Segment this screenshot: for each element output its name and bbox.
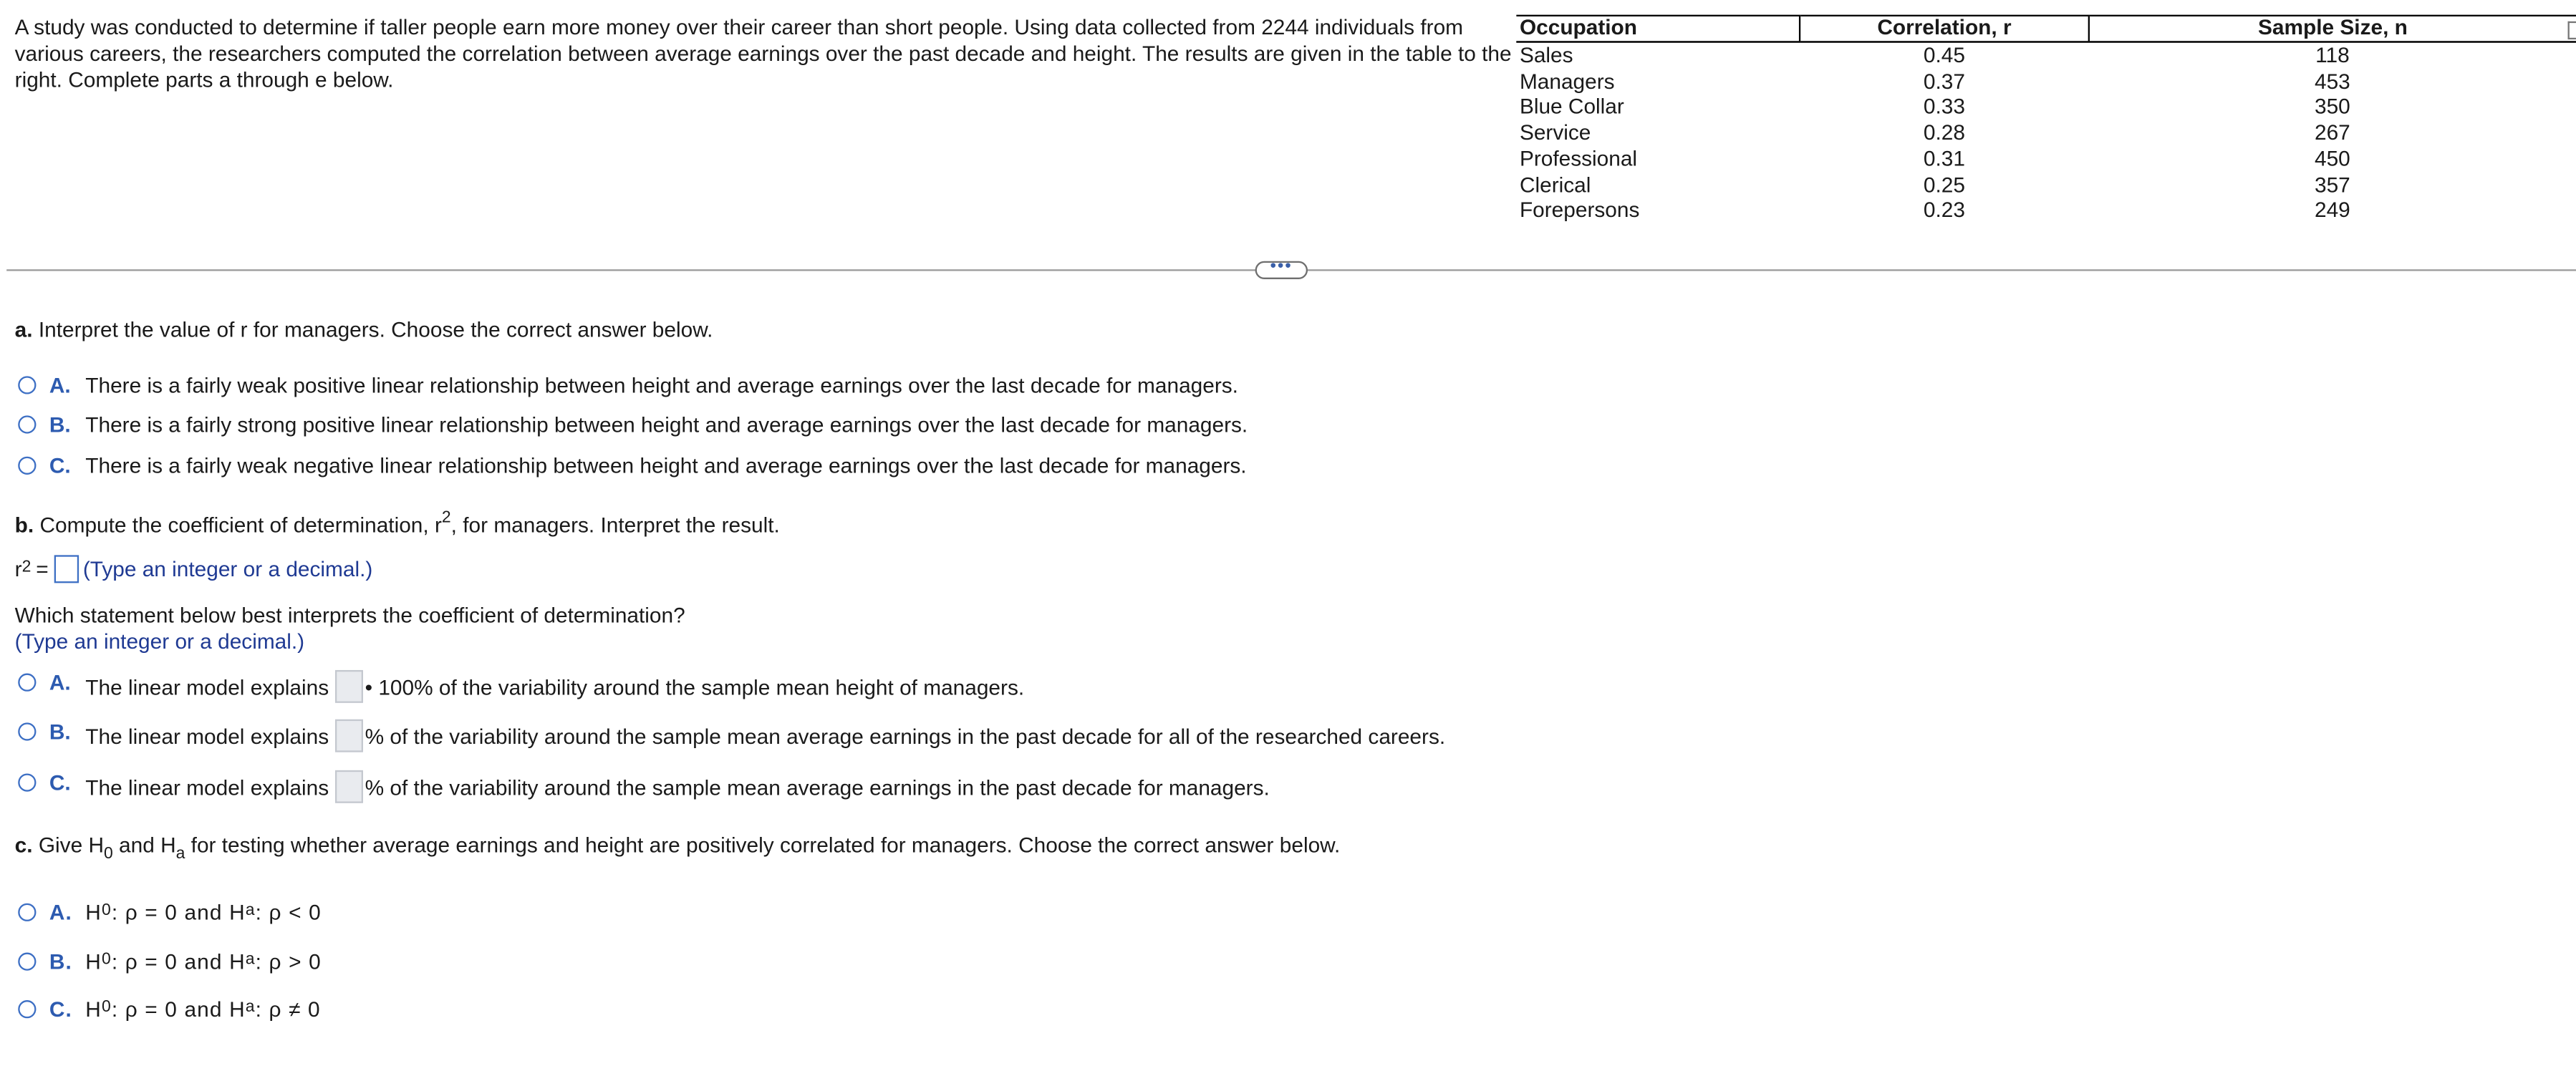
table-row (1516, 42, 2576, 68)
cell-correlation: 0.23 (1923, 197, 1965, 223)
h0-relation: : ρ = 0 and H (111, 948, 246, 974)
radio-button[interactable] (18, 903, 36, 921)
cell-occupation: Professional (1519, 145, 1638, 171)
part-a-label: a. (14, 316, 33, 342)
option-text-pre: The linear model explains (85, 774, 329, 800)
problem-statement: A study was conducted to determine if taller people earn more money over their career than short people. Using data collected from 2244 individuals from various careers, the researchers computed the correlation between average earnings over the past decade and height. The results are given in the table to the right. Complete parts a through e below. (14, 14, 1512, 92)
part-a-option-b[interactable] (18, 409, 1248, 438)
option-letter: B. (49, 718, 71, 744)
part-c-text-pre: Give H (38, 833, 104, 858)
part-a-option-a[interactable] (18, 369, 1238, 399)
cell-sample-size: 350 (2314, 94, 2350, 120)
ha-relation: : ρ ≠ 0 (255, 996, 321, 1021)
r2-symbol: r (14, 556, 22, 581)
option-letter: B. (49, 411, 71, 437)
cell-sample-size: 450 (2314, 145, 2350, 171)
part-a-text: Interpret the value of r for managers. Choose the correct answer below. (38, 316, 713, 342)
table-row (1516, 172, 2576, 198)
table-row (1516, 146, 2576, 172)
part-c-sub-a: a (175, 845, 185, 863)
cell-occupation: Service (1519, 120, 1591, 145)
part-b-option-c[interactable] (18, 769, 1270, 805)
percent-answer-input[interactable] (335, 770, 363, 803)
ha-relation: : ρ < 0 (255, 898, 322, 924)
radio-button[interactable] (18, 456, 36, 474)
radio-button[interactable] (18, 415, 36, 432)
percent-answer-input[interactable] (335, 670, 363, 703)
cell-correlation: 0.28 (1923, 120, 1965, 145)
cell-occupation: Forepersons (1519, 197, 1640, 223)
cell-sample-size: 453 (2314, 68, 2350, 94)
part-b-option-a[interactable] (18, 669, 1024, 704)
h0-relation: : ρ = 0 and H (111, 898, 246, 924)
option-text: There is a fairly strong positive linear relationship between height and average earnings over the last decade for managers. (85, 411, 1248, 437)
cell-sample-size: 118 (2315, 42, 2350, 68)
cell-occupation: Managers (1519, 68, 1615, 94)
option-letter: C. (49, 996, 72, 1021)
cell-correlation: 0.45 (1923, 42, 1965, 68)
cell-occupation: Blue Collar (1519, 94, 1624, 120)
part-c-text-post: for testing whether average earnings and height are positively correlated for managers. Choose the correct answer below. (185, 833, 1341, 858)
part-c-option-a[interactable]: A. H 0 : ρ = 0 and H a : ρ < 0 (18, 897, 322, 926)
radio-button[interactable] (18, 722, 36, 740)
table-row (1516, 198, 2576, 223)
column-header-correlation: Correlation, r (1800, 16, 2089, 42)
h0-relation: : ρ = 0 and H (111, 996, 246, 1021)
cell-occupation: Sales (1519, 42, 1573, 68)
expand-collapse-button[interactable]: ••• (1255, 261, 1308, 279)
percent-answer-input[interactable] (335, 719, 363, 752)
part-c-text-mid: and H (112, 833, 176, 858)
option-letter: C. (49, 769, 71, 795)
h0-symbol: H (85, 948, 102, 974)
part-c-label: c. (14, 833, 33, 858)
part-c-option-c[interactable]: C. H 0 : ρ = 0 and H a : ρ ≠ 0 (18, 994, 321, 1023)
r2-hint: (Type an integer or a decimal.) (82, 556, 373, 581)
option-text: There is a fairly weak positive linear relationship between height and average earnings over the last decade for managers. (85, 372, 1238, 397)
table-row (1516, 120, 2576, 146)
cell-occupation: Clerical (1519, 171, 1591, 197)
cell-sample-size: 357 (2314, 171, 2350, 197)
column-header-sample-size: Sample Size, n (2089, 16, 2576, 42)
r2-equals: = (36, 556, 49, 581)
option-letter: B. (49, 948, 72, 974)
part-c-sub-0: 0 (103, 845, 113, 863)
option-letter: A. (49, 372, 71, 397)
part-b-superscript: 2 (441, 508, 451, 527)
table-row (1516, 69, 2576, 95)
option-text-pre: The linear model explains (85, 674, 329, 699)
option-letter: A. (49, 898, 72, 924)
cell-correlation: 0.31 (1923, 145, 1965, 171)
part-c-question (14, 833, 1341, 863)
ha-relation: : ρ > 0 (255, 948, 322, 974)
r2-answer-row: r $^2$ = (Type an integer or a decimal.) (15, 555, 373, 583)
part-b-text-pre: Compute the coefficient of determination, r (39, 512, 442, 538)
cell-correlation: 0.37 (1923, 68, 1965, 94)
radio-button[interactable] (18, 672, 36, 690)
option-text: There is a fairly weak negative linear relationship between height and average earnings over the last decade for managers. (85, 452, 1247, 478)
option-letter: A. (49, 669, 71, 694)
cell-correlation: 0.25 (1923, 171, 1965, 197)
radio-button[interactable] (18, 999, 36, 1017)
part-a-question (15, 317, 713, 344)
radio-button[interactable] (18, 772, 36, 790)
table-popout-icon[interactable] (2568, 21, 2576, 39)
part-b-text-post: , for managers. Interpret the result. (450, 512, 780, 538)
part-b-label: b. (14, 512, 34, 538)
option-text-pre: The linear model explains (85, 723, 329, 748)
cell-sample-size: 249 (2314, 197, 2350, 223)
part-b-question (14, 508, 780, 539)
h0-symbol: H (85, 996, 102, 1021)
part-a-option-c[interactable] (18, 450, 1246, 480)
option-letter: C. (49, 452, 71, 478)
h0-symbol: H (85, 898, 102, 924)
part-c-option-b[interactable]: B. H 0 : ρ = 0 and H a : ρ > 0 (18, 946, 322, 975)
column-header-occupation: Occupation (1516, 16, 1800, 42)
cell-correlation: 0.33 (1923, 94, 1965, 120)
option-text-post: • 100% of the variability around the sample mean height of managers. (365, 674, 1025, 699)
occupation-correlation-table (1516, 15, 2576, 223)
interpret-hint: (Type an integer or a decimal.) (14, 629, 305, 654)
radio-button[interactable] (18, 375, 36, 393)
table-row (1516, 95, 2576, 120)
part-b-option-b[interactable] (18, 717, 1445, 753)
r2-answer-input[interactable] (54, 555, 78, 583)
interpret-question: Which statement below best interprets the coefficient of determination? (14, 602, 685, 628)
option-text-post: % of the variability around the sample mean average earnings in the past decade for all of the researched careers. (365, 723, 1446, 748)
option-text-post: % of the variability around the sample mean average earnings in the past decade for managers. (365, 774, 1270, 800)
radio-button[interactable] (18, 951, 36, 969)
table-header-row (1516, 16, 2576, 42)
cell-sample-size: 267 (2314, 120, 2350, 145)
